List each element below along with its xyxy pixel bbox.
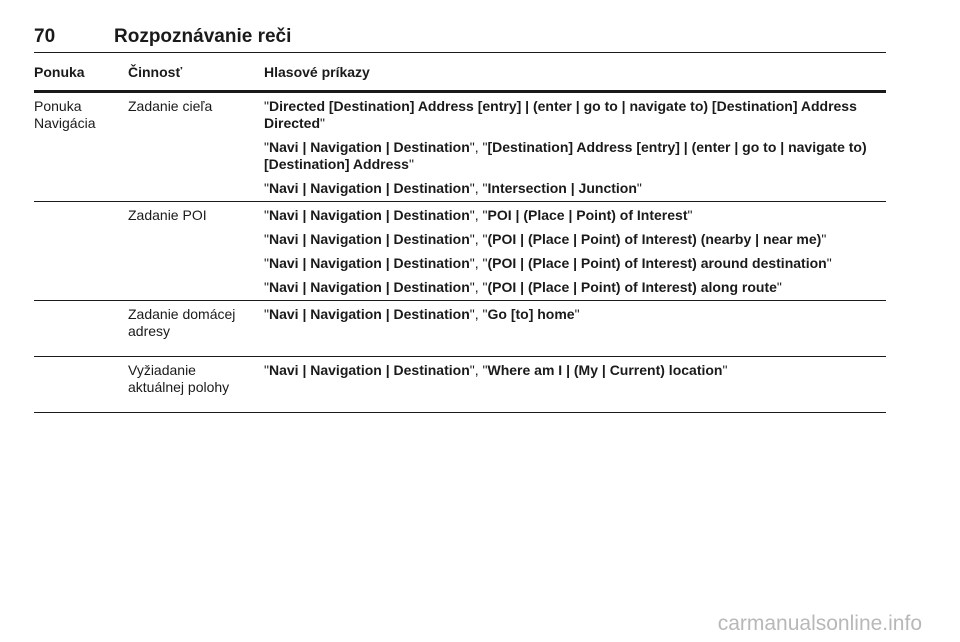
cell-action: Zadanie domácej adresy (128, 306, 236, 339)
voice-command: "Navi | Navigation | Destination", "[Destination] Address [entry] | (enter | go to | navigate to) [Destination] Address" (264, 139, 867, 172)
cell-action: Zadanie POI (128, 207, 207, 223)
cell-menu (34, 207, 128, 296)
command-phrase: Navi | Navigation | Destination (268, 362, 470, 378)
table-row (34, 357, 886, 413)
cell-commands (264, 362, 886, 396)
command-phrase: POI | (Place | Point) of Interest (487, 207, 688, 223)
column-header-commands: Hlasové príkazy (264, 64, 370, 80)
page-title: Rozpoznávanie reči (114, 26, 292, 47)
command-phrase: Navi | Navigation | Destination (268, 231, 470, 247)
column-header-menu: Ponuka (34, 64, 85, 80)
voice-command: "Navi | Navigation | Destination", "(POI | (Place | Point) of Interest) along route" (264, 279, 782, 295)
cell-action: Vyžiadanie aktuálnej polohy (128, 362, 230, 395)
voice-command: "Navi | Navigation | Destination", "POI | (Place | Point) of Interest" (264, 207, 693, 223)
voice-command: "Navi | Navigation | Destination", "(POI | (Place | Point) of Interest) around destination" (264, 255, 832, 271)
command-phrase: Navi | Navigation | Destination (268, 139, 470, 155)
cell-commands (264, 207, 886, 296)
command-phrase: Navi | Navigation | Destination (268, 279, 470, 295)
command-phrase: Go [to] home (487, 306, 575, 322)
command-phrase: Navi | Navigation | Destination (268, 207, 470, 223)
cell-menu (34, 306, 128, 340)
command-phrase: (POI | (Place | Point) of Interest) (nearby | near me) (487, 231, 822, 247)
cell-menu (34, 362, 128, 396)
command-phrase: Navi | Navigation | Destination (268, 180, 470, 196)
table-row (34, 202, 886, 301)
voice-commands-table (34, 64, 886, 413)
page-number: 70 (34, 26, 56, 47)
command-phrase: Intersection | Junction (487, 180, 637, 196)
table-row (34, 301, 886, 357)
cell-commands (264, 98, 886, 197)
command-phrase: Directed [Destination] Address [entry] | (enter | go to | navigate to) [Destination] Address Directed (264, 98, 857, 131)
command-phrase: Where am I | (My | Current) location (487, 362, 723, 378)
voice-command: "Navi | Navigation | Destination", "Where am I | (My | Current) location" (264, 362, 728, 378)
cell-action: Zadanie cieľa (128, 98, 213, 114)
table-body (34, 93, 886, 413)
column-header-action: Činnosť (128, 64, 183, 80)
command-phrase: [Destination] Address [entry] | (enter | go to | navigate to) [Destination] Address (264, 139, 867, 172)
command-phrase: (POI | (Place | Point) of Interest) along route (487, 279, 777, 295)
command-phrase: Navi | Navigation | Destination (268, 255, 470, 271)
cell-menu: Ponuka Navigácia (34, 98, 96, 131)
cell-commands (264, 306, 886, 340)
watermark: carmanualsonline.info (717, 612, 922, 635)
table-header (34, 64, 886, 93)
voice-command: "Directed [Destination] Address [entry] | (enter | go to | navigate to) [Destination] Address Directed" (264, 98, 857, 131)
voice-command: "Navi | Navigation | Destination", "(POI | (Place | Point) of Interest) (nearby | near me)" (264, 231, 827, 247)
command-phrase: Navi | Navigation | Destination (268, 306, 470, 322)
voice-command: "Navi | Navigation | Destination", "Go [to] home" (264, 306, 580, 322)
command-phrase: (POI | (Place | Point) of Interest) around destination (487, 255, 827, 271)
page-header (34, 26, 886, 53)
voice-command: "Navi | Navigation | Destination", "Intersection | Junction" (264, 180, 642, 196)
table-row (34, 93, 886, 202)
